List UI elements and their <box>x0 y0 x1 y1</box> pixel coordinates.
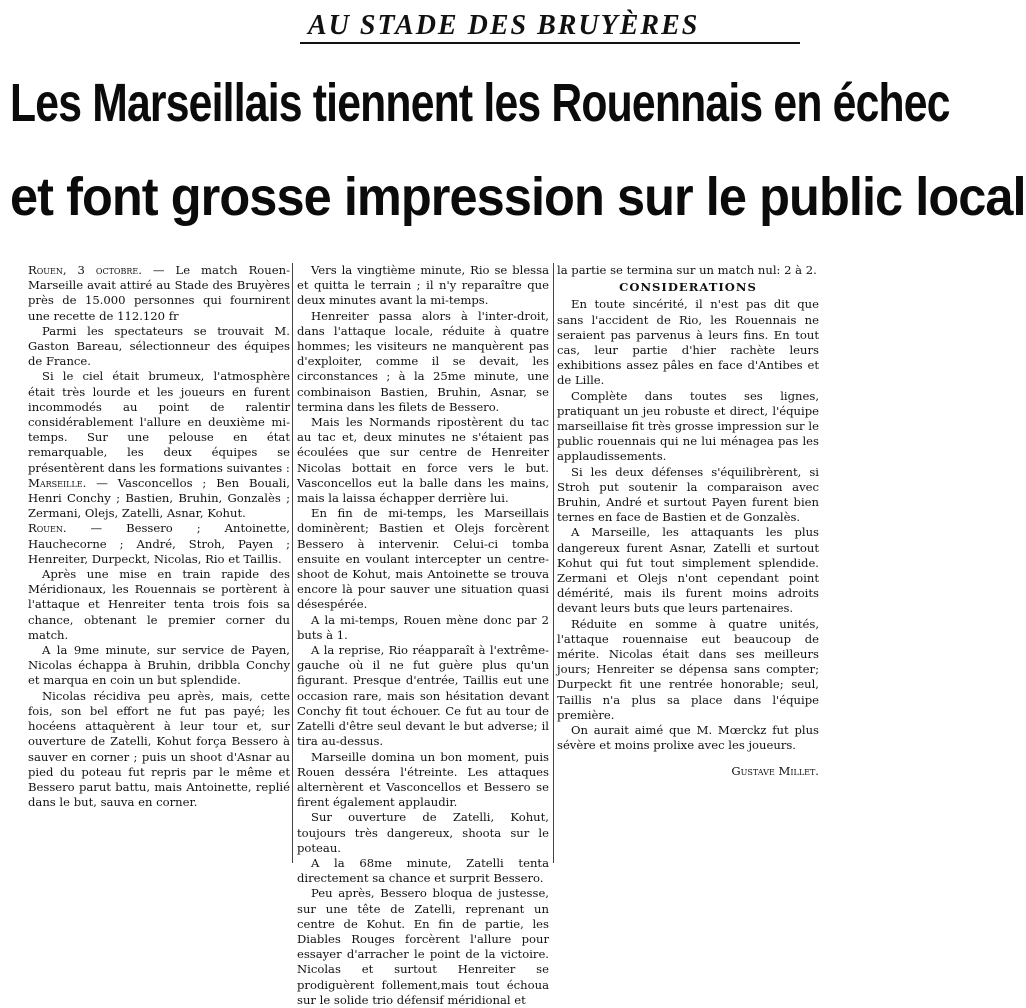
headline <box>10 56 1026 261</box>
author-signature: Gustave Millet. <box>731 763 819 778</box>
paragraph: A la 68me minute, Zatelli tenta directement sa chance et surprit Bessero. <box>297 855 549 886</box>
paragraph: A la 9me minute, sur service de Payen, Nicolas échappa à Bruhin, dribbla Conchy et marqua en coin un but splendide. <box>28 643 290 688</box>
lineup-marseille: Marseille. — Vasconcellos ; Ben Bouali, Henri Conchy ; Bastien, Bruhin, Gonzalès ; Zermani, Olejs, Zatelli, Asnar, Kohut. <box>28 475 290 521</box>
paragraph: Complète dans toutes ses lignes, pratiquant un jeu robuste et direct, l'équipe marseillaise fit très grosse impression sur le public rouennais qui ne lui ménagea pas les applaudissements. <box>557 388 819 464</box>
dateline: Rouen, 3 octobre. <box>28 263 142 277</box>
kicker-underline <box>300 42 800 44</box>
paragraph: On aurait aimé que M. Mœrckz fut plus sévère et moins prolixe avec les joueurs. <box>557 723 819 753</box>
kicker-title: AU STADE DES BRUYÈRES <box>308 10 700 41</box>
paragraph: Réduite en somme à quatre unités, l'attaque rouennaise eut beaucoup de mérite. Nicolas était dans ses meilleurs jours; Henreiter se dépensa sans compter; Durpeckt fit une rentrée honorable; seul, Taillis n'a plus sa place dans l'équipe première. <box>557 616 819 722</box>
paragraph-continuation: la partie se termina sur un match nul: 2 à 2. <box>557 263 817 277</box>
paragraph: Mais les Normands ripostèrent du tac au tac et, deux minutes ne s'étaient pas écoulées que sur centre de Henreiter Nicolas bottait en force vers le but. Vasconcellos eut la balle dans les mains, mais la laissa échapper derrière lui. <box>297 415 549 506</box>
paragraph: Marseille domina un bon moment, puis Rouen desséra l'étreinte. Les attaques alternèrent et Vasconcellos et Bessero se firent également applaudir. <box>297 749 549 810</box>
paragraph: Henreiter passa alors à l'inter-droit, dans l'attaque locale, réduite à quatre hommes; les visiteurs ne manquèrent pas d'exploiter, comme il se devait, les circonstances ; à la 25me minute, une combinaison Bastien, Bruhin, Asnar, se termina dans les filets de Bessero. <box>297 308 549 414</box>
section-heading: CONSIDERATIONS <box>619 280 757 295</box>
paragraph: Peu après, Bessero bloqua de justesse, sur une tête de Zatelli, reprenant un centre de Kohut. En fin de partie, les Diables Rouges forcèrent l'allure pour essayer d'arracher le point de la victoire. Nicolas et surtout Henreiter se prodiguèrent follement,mais tout échoua sur le solide trio défensif méridional et <box>297 886 549 1007</box>
article-column-3 <box>557 263 819 778</box>
headline-line-1: Les Marseillais tiennent les Rouennais en échec <box>10 73 950 133</box>
paragraph: Si le ciel était brumeux, l'atmosphère était très lourde et les joueurs en furent incommodés au point de ralentir considérablement l'allure en deuxième mi-temps. Sur une pelouse en état remarquable, les deux équipes se présentèrent dans les formations suivantes : <box>28 369 290 475</box>
article-column-2 <box>292 263 554 1007</box>
paragraph: A la mi-temps, Rouen mène donc par 2 buts à 1. <box>297 612 549 642</box>
paragraph: Sur ouverture de Zatelli, Kohut, toujours très dangereux, shoota sur le poteau. <box>297 810 549 855</box>
lineup-rouen: Rouen. — Bessero ; Antoinette, Hauchecorne ; André, Stroh, Payen ; Henreiter, Durpeckt, Nicolas, Rio et Taillis. <box>28 521 290 566</box>
paragraph: Si les deux défenses s'équilibrèrent, si Stroh put soutenir la comparaison avec Bruhin, André et surtout Payen furent bien ternes en face de Bastien et de Gonzalès. <box>557 464 819 525</box>
article-column-1 <box>28 263 290 810</box>
paragraph: A la reprise, Rio réapparaît à l'extrême-gauche où il ne fut guère plus qu'un figurant. Presque d'entrée, Taillis eut une occasion rare, mais son hésitation devant Conchy fit tout échouer. Ce fut au tour de Zatelli d'être seul devant le but adverse; il tira au-dessus. <box>297 643 549 749</box>
headline-line-2: et font grosse impression sur le public local <box>10 167 1026 227</box>
kicker-header <box>300 4 800 44</box>
paragraph: A Marseille, les attaquants les plus dangereux furent Asnar, Zatelli et surtout Kohut qui fut tout simplement splendide. Zermani et Olejs n'ont cependant point démérité, mais ils furent moins adroits devant leurs buts que leurs partenaires. <box>557 525 819 616</box>
paragraph: Parmi les spectateurs se trouvait M. Gaston Bareau, sélectionneur des équipes de France. <box>28 323 290 369</box>
paragraph: Après une mise en train rapide des Méridionaux, les Rouennais se portèrent à l'attaque et Henreiter tenta trois fois sa chance, obtenant le premier corner du match. <box>28 567 290 642</box>
paragraph: Rouen, 3 octobre. — Le match Rouen-Marseille avait attiré au Stade des Bruyères près de 15.000 personnes qui fournirent une recette de 112.120 fr <box>28 263 290 323</box>
paragraph: En toute sincérité, il n'est pas dit que sans l'accident de Rio, les Rouennais ne seraient pas parvenus à leurs fins. En tout cas, leur partie d'hier rachète leurs exhibitions assez pâles en face d'Antibes et de Lille. <box>557 297 819 388</box>
paragraph: Nicolas récidiva peu après, mais, cette fois, son bel effort ne fut pas payé; les hocéens attaquèrent à leur tour et, sur ouverture de Zatelli, Kohut força Bessero à sauver en corner ; puis un shoot d'Asnar au pied du poteau fut repris par le même et Bessero parut battu, mais Antoinette, replié dans le but, sauva en corner. <box>28 688 290 810</box>
paragraph: Vers la vingtième minute, Rio se blessa et quitta le terrain ; il n'y reparaître que deux minutes avant la mi-temps. <box>297 263 549 308</box>
paragraph: En fin de mi-temps, les Marseillais dominèrent; Bastien et Olejs forcèrent Bessero à intervenir. Celui-ci tomba ensuite en voulant intercepter un centre-shoot de Kohut, mais Antoinette se trouva encore là pour sauver une situation quasi désespérée. <box>297 506 549 612</box>
